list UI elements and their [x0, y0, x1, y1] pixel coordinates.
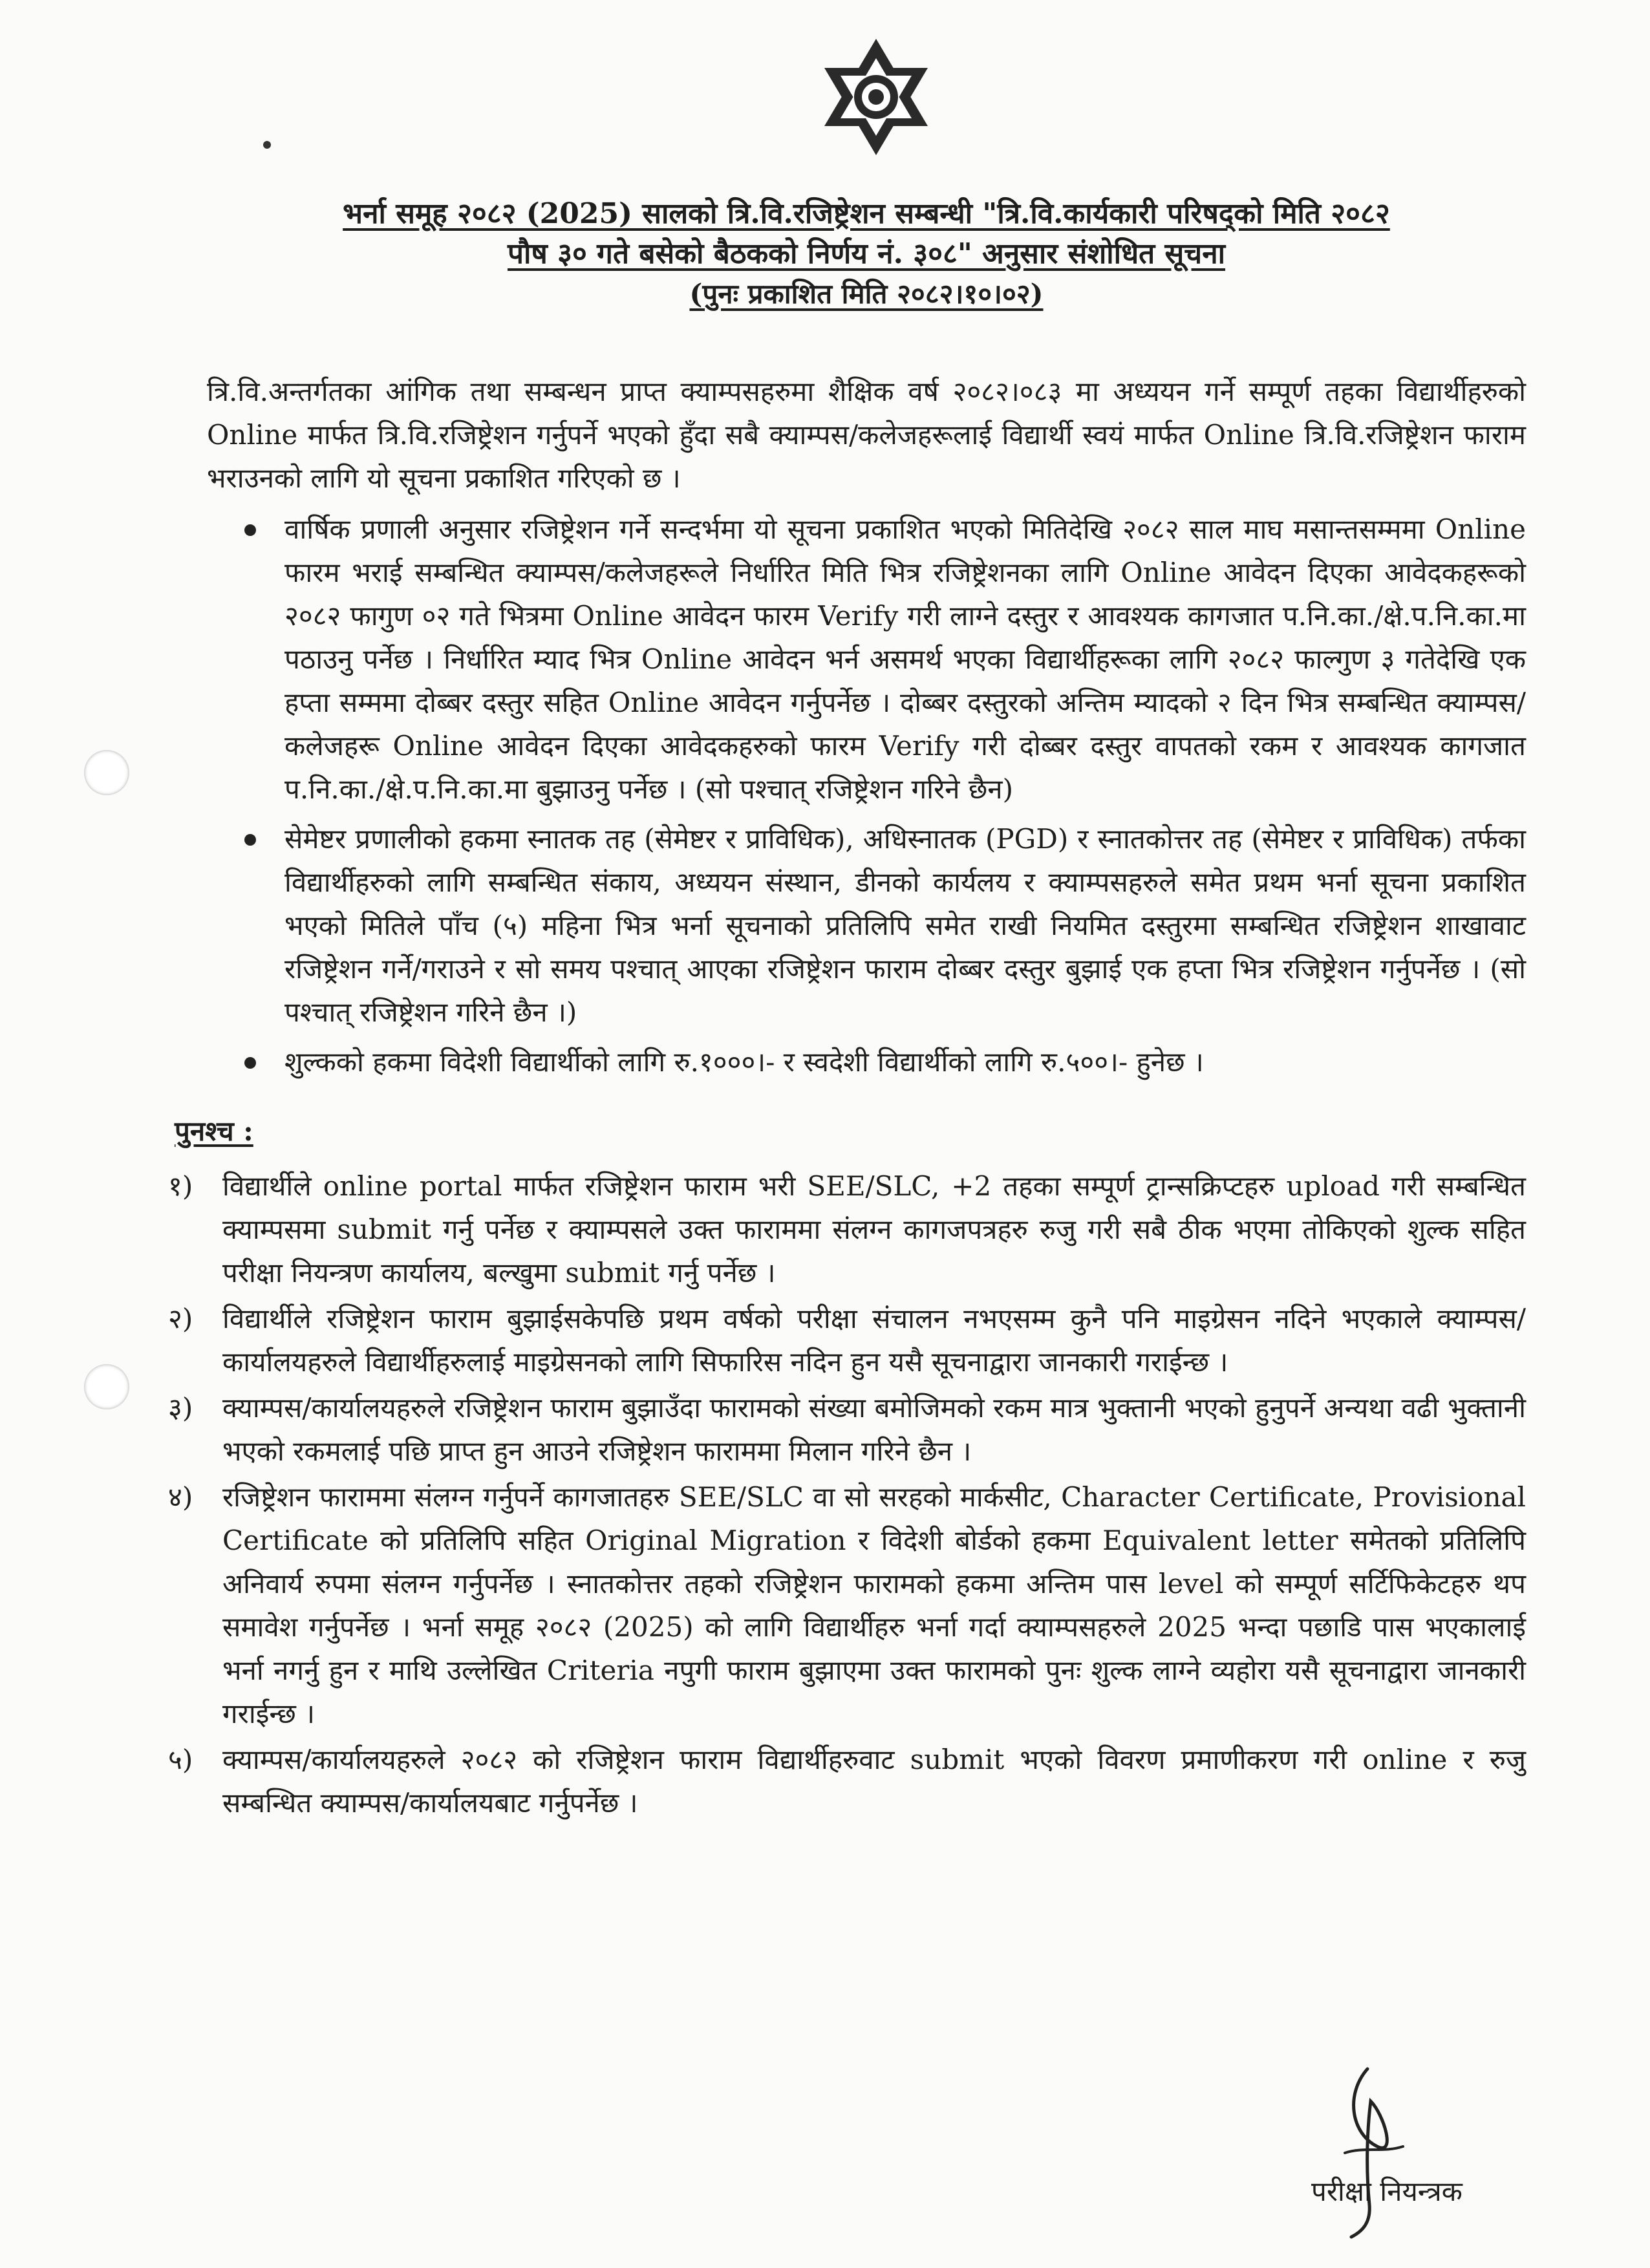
note-text: विद्यार्थीले रजिष्ट्रेशन फाराम बुझाईसकेपछि प्रथम वर्षको परीक्षा संचालन नभएसम्म कुनै पनि माइग्रेसन नदिने भएकाले क्याम्पस/कार्यालयहरुले विद्यार्थीहरुलाई माइग्रेसनको लागि सिफारिस नदिन हुन यसै सूचनाद्वारा जानकारी गराईन्छ । — [222, 1303, 1526, 1378]
postscript-heading: पुनश्च : — [175, 1115, 253, 1147]
bullet-icon — [244, 1057, 256, 1069]
note-number: ४) — [168, 1481, 193, 1513]
nepal-emblem-icon — [818, 36, 934, 158]
bullet-text: वार्षिक प्रणाली अनुसार रजिष्ट्रेशन गर्ने सन्दर्भमा यो सूचना प्रकाशित भएको मितिदेखि २०८२ साल माघ मसान्तसम्ममा Online फारम भराई सम्बन्धित क्याम्पस/कलेजहरूले निर्धारित मिति भित्र रजिष्ट्रेशनका लागि Online आवेदन दिएका आवेदकहरूको २०८२ फागुण ०२ गते भित्रमा Online आवेदन फारम Verify गरी लाग्ने दस्तुर र आवश्यक कागजात प.नि.का./क्षे.प.नि.का.मा पठाउनु पर्नेछ । निर्धारित म्याद भित्र Online आवेदन भर्न असमर्थ भएका विद्यार्थीहरूका लागि २०८२ फाल्गुण ३ गतेदेखि एक हप्ता सम्ममा दोब्बर दस्तुर सहित Online आवेदन गर्नुपर्नेछ । दोब्बर दस्तुरको अन्तिम म्यादको २ दिन भित्र सम्बन्धित क्याम्पस/कलेजहरू Online आवेदन दिएका आवेदकहरुको फारम Verify गरी दोब्बर दस्तुर वापतको रकम र आवश्यक कागजात प.नि.का./क्षे.प.नि.का.मा बुझाउनु पर्नेछ । (सो पश्चात् रजिष्ट्रेशन गरिने छैन) — [284, 513, 1526, 805]
republished-date: (पुनः प्रकाशित मिति २०८२।१०।०२) — [689, 278, 1044, 310]
list-item — [168, 1386, 1526, 1473]
heading-line-1: भर्ना समूह २०८२ (2025) सालको त्रि.वि.रजिष्ट्रेशन सम्बन्धी "त्रि.वि.कार्यकारी परिषद्को मिति २०८२ — [343, 197, 1390, 230]
postscript-list — [168, 1164, 1526, 1824]
list-item — [168, 1297, 1526, 1384]
bullet-text: सेमेष्टर प्रणालीको हकमा स्नातक तह (सेमेष्टर र प्राविधिक), अधिस्नातक (PGD) र स्नातकोत्तर तह (सेमेष्टर र प्राविधिक) तर्फका विद्यार्थीहरुको लागि सम्बन्धित संकाय, अध्ययन संस्थान, डीनको कार्यलय र क्याम्पसहरुले समेत प्रथम भर्ना सूचना प्रकाशित भएको मितिले पाँच (५) महिना भित्र भर्ना सूचनाको प्रतिलिपि समेत राखी नियमित दस्तुरमा सम्बन्धित रजिष्ट्रेशन शाखावाट रजिष्ट्रेशन गर्ने/गराउने र सो समय पश्चात् आएका रजिष्ट्रेशन फाराम दोब्बर दस्तुर बुझाई एक हप्ता भित्र रजिष्ट्रेशन गर्नुपर्नेछ । (सो पश्चात् रजिष्ट्रेशन गरिने छैन ।) — [284, 823, 1526, 1028]
note-number: ३) — [168, 1392, 193, 1424]
stray-mark — [263, 141, 271, 149]
notice-body — [168, 370, 1526, 1827]
punch-hole — [84, 750, 129, 795]
list-item — [168, 1164, 1526, 1294]
signature — [1306, 2056, 1539, 2250]
note-number: २) — [168, 1303, 193, 1334]
note-text: रजिष्ट्रेशन फाराममा संलग्न गर्नुपर्ने कागजातहरु SEE/SLC वा सो सरहको मार्कसीट, Character Certificate, Provisional Certificate को प्रतिलिपि सहित Original Migration र विदेशी बोर्डको हकमा Equivalent letter समेतको प्रतिलिपि अनिवार्य रुपमा संलग्न गर्नुपर्नेछ । स्नातकोत्तर तहको रजिष्ट्रेशन फारामको हकमा अन्तिम पास level को सम्पूर्ण सर्टिफिकेटहरु थप समावेश गर्नुपर्नेछ । भर्ना समूह २०८२ (2025) को लागि विद्यार्थीहरु भर्ना गर्दा क्याम्पसहरुले 2025 भन्दा पछाडि पास भएकालाई भर्ना नगर्नु हुन र माथि उल्लेखित Criteria नपुगी फाराम बुझाएमा उक्त फारामको पुनः शुल्क लाग्ने व्यहोरा यसै सूचनाद्वारा जानकारी गराईन्छ । — [222, 1481, 1526, 1729]
note-text: क्याम्पस/कार्यालयहरुले २०८२ को रजिष्ट्रेशन फाराम विद्यार्थीहरुवाट submit भएको विवरण प्रमाणीकरण गरी online र रुजु सम्बन्धित क्याम्पस/कार्यालयबाट गर्नुपर्नेछ । — [222, 1744, 1526, 1819]
note-number: १) — [168, 1170, 193, 1202]
bullet-icon — [244, 834, 256, 846]
notice-heading — [207, 194, 1526, 314]
signatory-title: परीक्षा नियन्त्रक — [1311, 2176, 1462, 2207]
list-item — [168, 1738, 1526, 1824]
list-item — [175, 508, 1526, 811]
note-text: क्याम्पस/कार्यालयहरुले रजिष्ट्रेशन फाराम बुझाउँदा फारामको संख्या बमोजिमको रकम मात्र भुक्तानी भएको हुनुपर्ने अन्यथा वढी भुक्तानी भएको रकमलाई पछि प्राप्त हुन आउने रजिष्ट्रेशन फाराममा मिलान गरिने छैन । — [222, 1392, 1526, 1467]
bullet-list — [175, 508, 1526, 1084]
note-number: ५) — [168, 1744, 193, 1775]
bullet-text: शुल्कको हकमा विदेशी विद्यार्थीको लागि रु.१०००।- र स्वदेशी विद्यार्थीको लागि रु.५००।- हुनेछ । — [284, 1046, 1204, 1078]
punch-hole — [84, 1364, 129, 1409]
list-item — [168, 1475, 1526, 1735]
list-item — [175, 817, 1526, 1034]
bullet-icon — [244, 524, 256, 536]
list-item — [175, 1040, 1526, 1084]
heading-line-2: पौष ३० गते बसेको बैठकको निर्णय नं. ३०८" अनुसार संशोधित सूचना — [507, 237, 1226, 270]
intro-paragraph: त्रि.वि.अन्तर्गतका आंगिक तथा सम्बन्धन प्राप्त क्याम्पसहरुमा शैक्षिक वर्ष २०८२।०८३ मा अध्ययन गर्ने सम्पूर्ण तहका विद्यार्थीहरुको Online मार्फत त्रि.वि.रजिष्ट्रेशन गर्नुपर्ने भएको हुँदा सबै क्याम्पस/कलेजहरूलाई विद्यार्थी स्वयं मार्फत Online त्रि.वि.रजिष्ट्रेशन फाराम भराउनको लागि यो सूचना प्रकाशित गरिएको छ । — [207, 376, 1526, 494]
note-text: विद्यार्थीले online portal मार्फत रजिष्ट्रेशन फाराम भरी SEE/SLC, +2 तहका सम्पूर्ण ट्रान्सक्रिप्टहरु upload गरी सम्बन्धित क्याम्पसमा submit गर्नु पर्नेछ र क्याम्पसले उक्त फाराममा संलग्न कागजपत्रहरु रुजु गरी सबै ठीक भएमा तोकिएको शुल्क सहित परीक्षा नियन्त्रण कार्यालय, बल्खुमा submit गर्नु पर्नेछ । — [222, 1170, 1526, 1289]
